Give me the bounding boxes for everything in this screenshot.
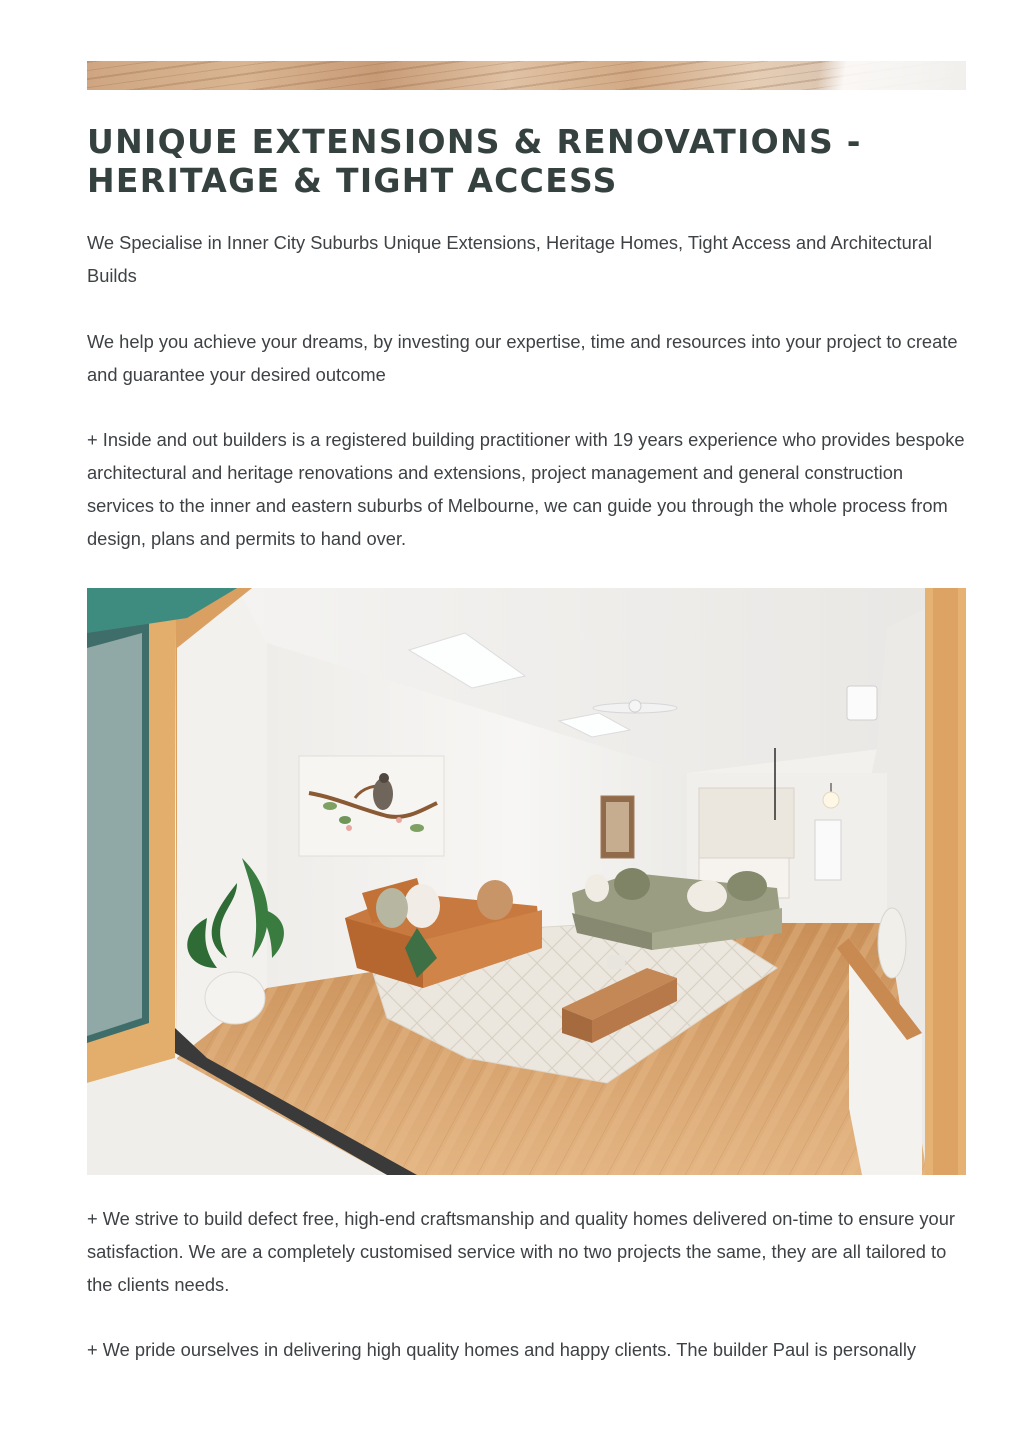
living-room-photo xyxy=(87,588,966,1175)
page-title: UNIQUE EXTENSIONS & RENOVATIONS - HERITAGE & TIGHT ACCESS xyxy=(87,122,862,200)
dreams-paragraph: We help you achieve your dreams, by investing our expertise, time and resources into your project to create and guarantee your desired outcome xyxy=(87,331,958,385)
banner-image-strip xyxy=(87,61,966,90)
intro-paragraph: We Specialise in Inner City Suburbs Unique Extensions, Heritage Homes, Tight Access and Architectural Builds xyxy=(87,232,933,286)
craftsmanship-paragraph: + We strive to build defect free, high-end craftsmanship and quality homes delivered on-time to ensure your satisfaction. We are a completely customised service with no two projects the same, they are all tailored to the clients needs. xyxy=(87,1208,955,1295)
pride-paragraph: + We pride ourselves in delivering high quality homes and happy clients. The builder Paul is personally xyxy=(87,1339,917,1360)
about-builder-paragraph: + Inside and out builders is a registered building practitioner with 19 years experience who provides bespoke architectural and heritage renovations and extensions, project management and general construction services to the inner and eastern suburbs of Melbourne, we can guide you through the whole process from design, plans and permits to hand over. xyxy=(87,429,965,549)
